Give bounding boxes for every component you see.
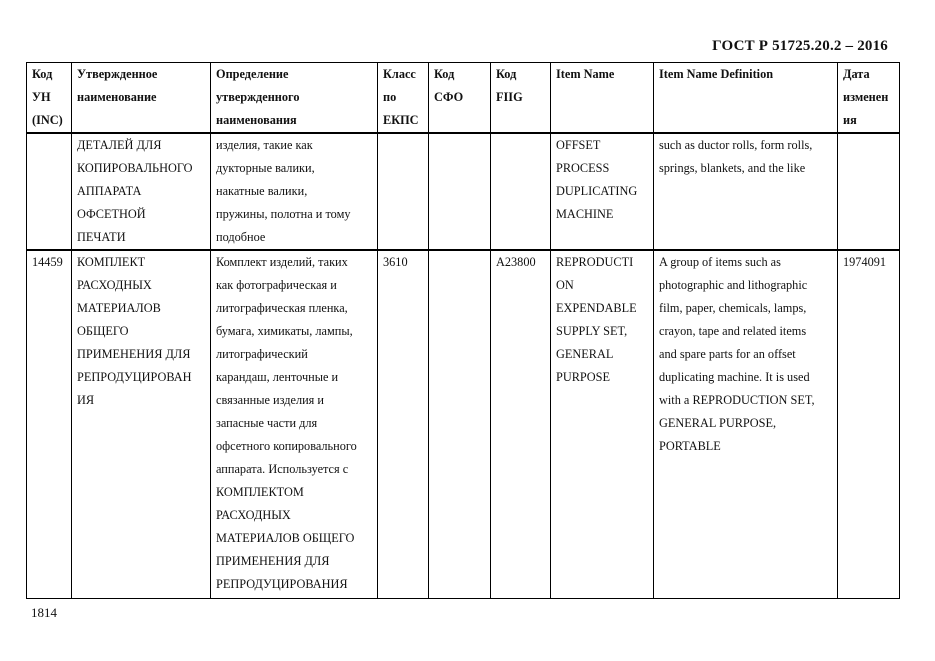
cell-class-ekps: 3610 <box>378 250 429 599</box>
cell-item-name: REPRODUCTI ON EXPENDABLE SUPPLY SET, GENERAL PURPOSE <box>551 250 654 599</box>
cell-definition: изделия, такие как дукторные валики, накатные валики, пружины, полотна и тому подобное <box>211 133 378 250</box>
header-change-date: Дата изменен ия <box>838 63 900 134</box>
header-class-ekps: Класс по ЕКПС <box>378 63 429 134</box>
cell-approved-name: ДЕТАЛЕЙ ДЛЯ КОПИРОВАЛЬНОГО АППАРАТА ОФСЕТНОЙ ПЕЧАТИ <box>72 133 211 250</box>
page-number: 1814 <box>31 605 57 620</box>
cell-sfo-code <box>429 133 491 250</box>
header-fiig-code: Код FIIG <box>491 63 551 134</box>
header-sfo-code: Код СФО <box>429 63 491 134</box>
cell-sfo-code <box>429 250 491 599</box>
cell-fiig-code <box>491 133 551 250</box>
header-definition: Определение утвержденного наименования <box>211 63 378 134</box>
table-header-row <box>27 63 900 134</box>
table-row <box>27 250 900 599</box>
cell-fiig-code: A23800 <box>491 250 551 599</box>
cell-change-date <box>838 133 900 250</box>
cell-item-name: OFFSET PROCESS DUPLICATING MACHINE <box>551 133 654 250</box>
cell-inc <box>27 133 72 250</box>
cell-class-ekps <box>378 133 429 250</box>
cell-inc: 14459 <box>27 250 72 599</box>
catalog-table <box>26 62 900 599</box>
cell-item-name-definition: such as ductor rolls, form rolls, springs, blankets, and the like <box>654 133 838 250</box>
header-inc: Код УН (INC) <box>27 63 72 134</box>
header-item-name-definition: Item Name Definition <box>654 63 838 134</box>
cell-approved-name: КОМПЛЕКТ РАСХОДНЫХ МАТЕРИАЛОВ ОБЩЕГО ПРИМЕНЕНИЯ ДЛЯ РЕПРОДУЦИРОВАН ИЯ <box>72 250 211 599</box>
document-title: ГОСТ Р 51725.20.2 – 2016 <box>712 38 888 54</box>
cell-item-name-definition: A group of items such as photographic and lithographic film, paper, chemicals, lamps, crayon, tape and related items and spare parts for an offset duplicating machine. It is used with a REPRODUCTION SET, GENERAL PURPOSE, PORTABLE <box>654 250 838 599</box>
table-row <box>27 133 900 250</box>
cell-change-date: 1974091 <box>838 250 900 599</box>
header-approved-name: Утвержденное наименование <box>72 63 211 134</box>
header-item-name: Item Name <box>551 63 654 134</box>
cell-definition: Комплект изделий, таких как фотографическая и литографическая пленка, бумага, химикаты, лампы, литографический карандаш, ленточные и связанные изделия и запасные части для офсетного копировального аппарата. Используется с КОМПЛЕКТОМ РАСХОДНЫХ МАТЕРИАЛОВ ОБЩЕГО ПРИМЕНЕНИЯ ДЛЯ РЕПРОДУЦИРОВАНИЯ <box>211 250 378 599</box>
